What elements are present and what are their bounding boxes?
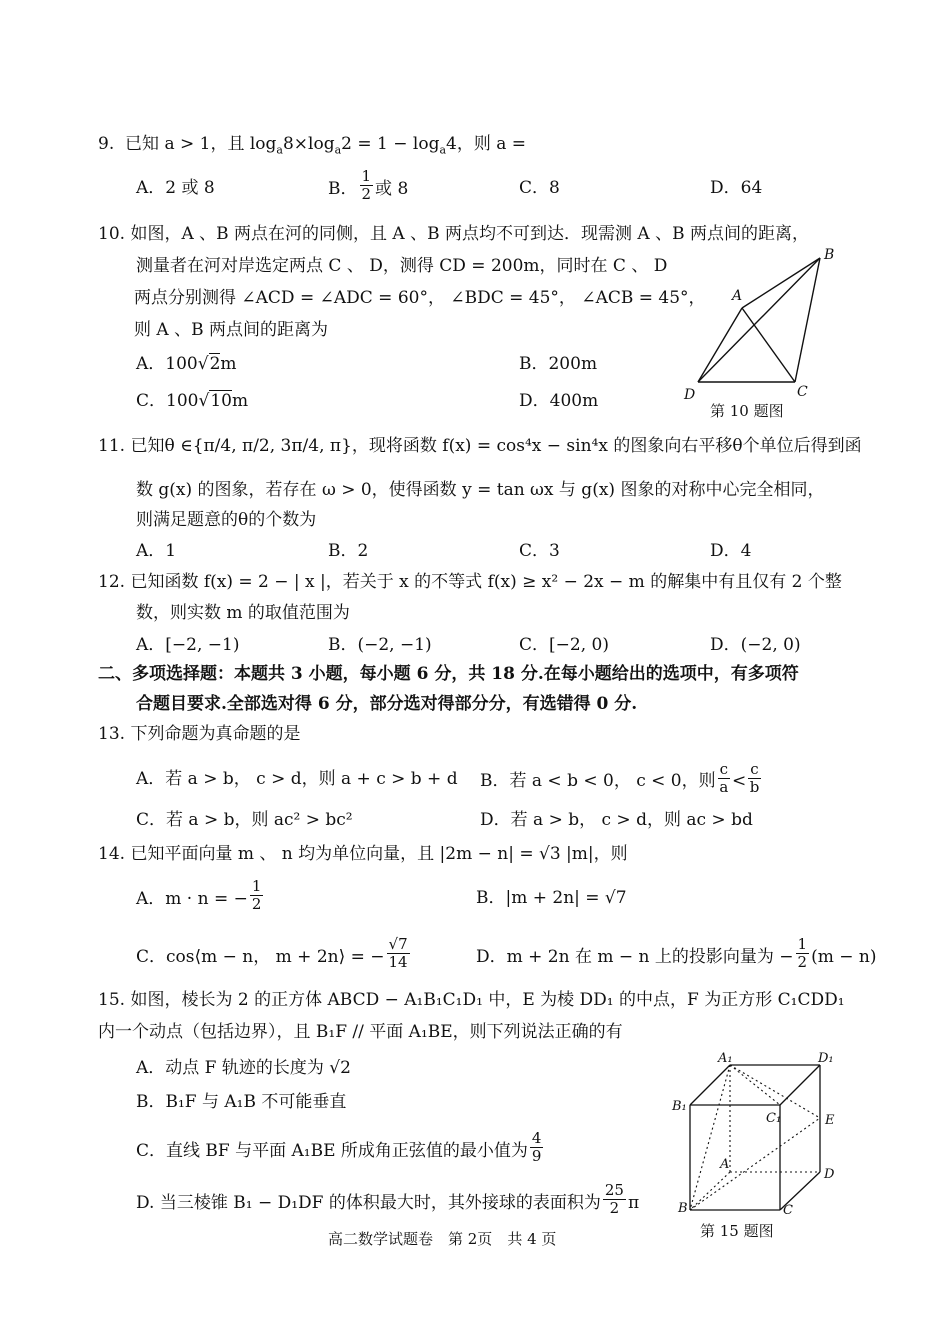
q11-line1: 11. 已知θ ∈{π/4, π/2, 3π/4, π}，现将函数 f(x) = cos⁴x − sin⁴x 的图象向右平移θ个单位后得到函: [98, 436, 862, 456]
q10-segment-db: [698, 258, 820, 382]
q11-theta-set: {π/4, π/2, 3π/4, π}: [192, 436, 352, 456]
q9-option-a[interactable]: A．2 或 8: [136, 178, 215, 198]
q15-option-c[interactable]: C．直线 BF 与平面 A₁BE 所成角正弦值的最小值为 $\frac{4}{9}$: [136, 1129, 542, 1165]
q15-label-a: A: [720, 1157, 730, 1172]
q10-line3: 两点分别测得 ∠ACD = ∠ADC = 60°， ∠BDC = 45°， ∠ACB = 45°，: [134, 288, 706, 308]
q10-segment-da: [698, 308, 742, 382]
q15-figure-caption: 第 15 题图: [700, 1222, 774, 1240]
q13-option-c[interactable]: C．若 a > b，则 ac² > bc²: [136, 810, 353, 830]
q15-option-a[interactable]: A．动点 F 轨迹的长度为 √2: [136, 1058, 351, 1078]
q9-option-c[interactable]: C．8: [519, 178, 560, 198]
section2-heading-line1: 二、多项选择题：本题共 3 小题，每小题 6 分，共 18 分.在每小题给出的选项中，有多项符: [98, 664, 799, 684]
q15-label-b1: B₁: [672, 1099, 687, 1114]
q15-label-c: C: [783, 1203, 793, 1218]
q9-stem: 9. 已知 a > 1，且 $\log_a8\times\log_a2 = 1 - \log_a4$，则 a =: [98, 134, 527, 157]
q12-line1: 12. 已知函数 f(x) = 2 − | x |，若关于 x 的不等式 f(x) ≥ x² − 2x − m 的解集中有且仅有 2 个整: [98, 572, 842, 592]
q15-line2: 内一个动点（包括边界），且 B₁F // 平面 A₁BE，则下列说法正确的有: [98, 1022, 623, 1042]
q10-option-c[interactable]: C．100√10m: [136, 391, 249, 411]
q13-option-d[interactable]: D．若 a > b， c > d，则 ac > bd: [480, 810, 753, 830]
q15-label-d: D: [824, 1167, 835, 1182]
q15-cube-figure: [668, 1050, 848, 1220]
q11-option-c[interactable]: C．3: [519, 541, 560, 561]
q13-option-b[interactable]: B．若 a < b < 0， c < 0，则 $\frac{c}{a}$ < $\frac{c}{b}$: [480, 760, 760, 796]
q9-option-b[interactable]: B． $\frac{1}{2}$ 或 8: [328, 167, 409, 203]
q10-label-a: A: [732, 288, 743, 304]
q15-option-b[interactable]: B．B₁F 与 A₁B 不可能垂直: [136, 1092, 347, 1112]
q12-option-a[interactable]: A．[−2, −1): [136, 635, 240, 655]
q14-option-b[interactable]: B．|m + 2n| = √7: [476, 888, 627, 908]
q14-option-c[interactable]: C．cos⟨m − n， m + 2n⟩ = − $\frac{√7}{14}$: [136, 935, 408, 971]
q10-label-d: D: [684, 387, 696, 403]
q11-line3: 则满足题意的θ的个数为: [136, 510, 317, 530]
q10-figure-caption: 第 10 题图: [710, 402, 784, 420]
q10-segment-ab: [742, 258, 820, 308]
q10-option-b[interactable]: B．200m: [519, 354, 598, 374]
q12-option-c[interactable]: C．[−2, 0): [519, 635, 609, 655]
q10-segment-cb: [795, 258, 820, 382]
q12-option-b[interactable]: B．(−2, −1): [328, 635, 432, 655]
q10-segment-ac: [742, 308, 795, 382]
q15-line1: 15. 如图，棱长为 2 的正方体 ABCD − A₁B₁C₁D₁ 中，E 为棱 DD₁ 的中点，F 为正方形 C₁CDD₁: [98, 990, 845, 1010]
q11-line2: 数 g(x) 的图象，若存在 ω > 0，使得函数 y = tan ωx 与 g(x) 图象的对称中心完全相同，: [136, 480, 825, 500]
q10-label-c: C: [797, 384, 808, 400]
q11-option-b[interactable]: B．2: [328, 541, 369, 561]
q13-option-a[interactable]: A．若 a > b， c > d，则 a + c > b + d: [136, 769, 458, 789]
q15-option-d[interactable]: D. 当三棱锥 B₁ − D₁DF 的体积最大时，其外接球的表面积为 $\frac{25}{2}$ π: [136, 1181, 640, 1217]
q15-label-c1: C₁: [766, 1111, 782, 1126]
q11-option-d[interactable]: D．4: [710, 541, 752, 561]
q10-line2: 测量者在河对岸选定两点 C 、 D，测得 CD = 200m，同时在 C 、 D: [136, 256, 668, 276]
q9-option-d[interactable]: D．64: [710, 178, 763, 198]
q12-option-d[interactable]: D．(−2, 0): [710, 635, 801, 655]
q13-stem: 13. 下列命题为真命题的是: [98, 724, 301, 744]
q14-option-a[interactable]: A．m · n = − $\frac{1}{2}$: [136, 877, 262, 913]
q14-option-d[interactable]: D．m + 2n 在 m − n 上的投影向量为 − $\frac{1}{2}$ (m − n): [476, 935, 877, 971]
q15-label-a1: A₁: [718, 1051, 733, 1066]
q15-label-d1: D₁: [818, 1051, 834, 1066]
q12-line2: 数，则实数 m 的取值范围为: [136, 603, 350, 623]
q10-label-b: B: [824, 247, 835, 263]
section2-heading-line2: 合题目要求.全部选对得 6 分，部分选对得部分分，有选错得 0 分.: [136, 694, 638, 714]
q15-label-e: E: [825, 1113, 835, 1128]
q10-line4: 则 A 、B 两点间的距离为: [134, 320, 328, 340]
q10-option-d[interactable]: D．400m: [519, 391, 599, 411]
q10-figure: [680, 242, 850, 407]
q15-label-b: B: [678, 1201, 688, 1216]
q11-option-a[interactable]: A．1: [136, 541, 177, 561]
q10-line1: 10. 如图，A 、B 两点在河的同侧，且 A 、B 两点均不可到达．现需测 A 、B 两点间的距离，: [98, 224, 809, 244]
q10-option-a[interactable]: A．100√2m: [136, 354, 237, 374]
q14-stem: 14. 已知平面向量 m 、 n 均为单位向量，且 |2m − n| = √3 |m|，则: [98, 844, 628, 864]
page-footer: 高二数学试题卷 第 2页 共 4 页: [328, 1230, 557, 1248]
